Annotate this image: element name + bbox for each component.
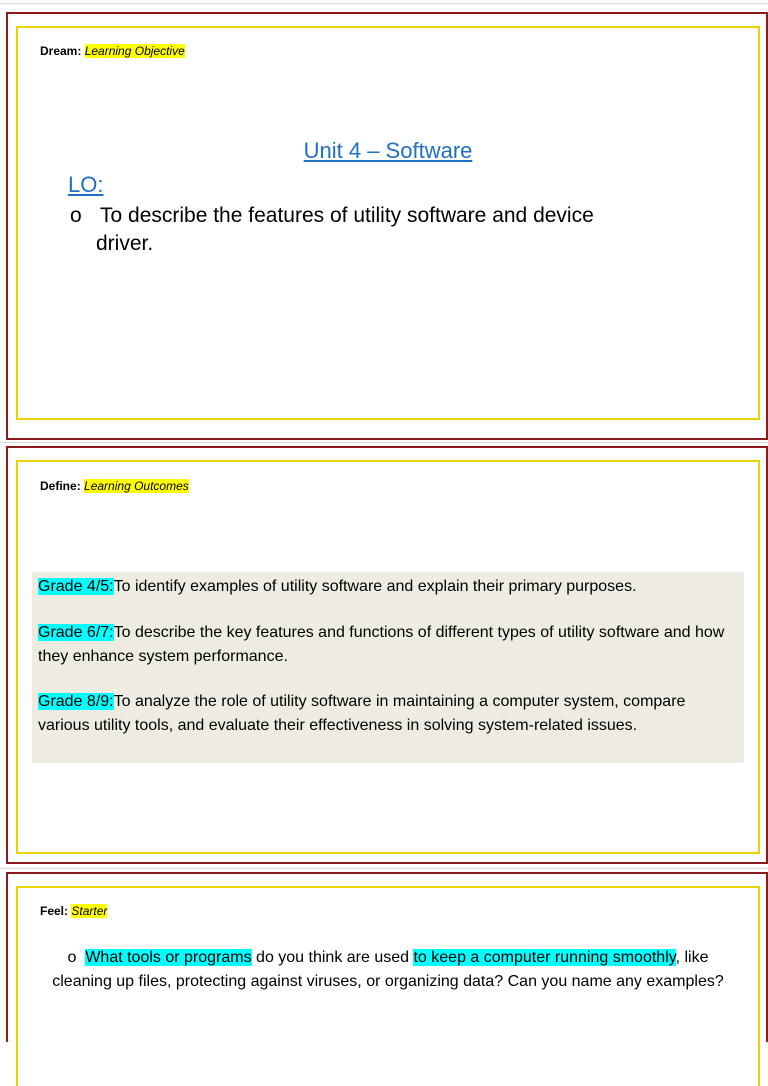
page-separator	[0, 868, 768, 869]
label-tag: Learning Outcomes	[84, 479, 189, 493]
lo-line-1: To describe the features of utility software and device	[100, 204, 594, 227]
outcome-text: To identify examples of utility software and explain their primary purposes.	[113, 578, 637, 595]
label-colon: :	[77, 44, 82, 58]
outcome-grade-4-5	[38, 575, 736, 599]
slide-content-frame	[16, 886, 760, 1086]
lo-text	[70, 202, 710, 258]
outcome-grade-8-9	[38, 690, 736, 738]
question-text-2: , like cleaning up files, protecting against viruses, or organizing data? Can you name any examples?	[52, 949, 724, 990]
slide-dream	[6, 12, 768, 440]
outcome-grade-6-7	[38, 621, 736, 669]
page-separator	[0, 442, 768, 443]
label-colon: :	[76, 479, 81, 493]
starter-question	[38, 946, 738, 994]
bullet-icon: o	[67, 949, 77, 966]
lo-line-2: driver.	[96, 232, 154, 255]
grade-label: Grade 4/5:	[38, 578, 114, 595]
slide-label	[40, 479, 189, 493]
unit-title-link[interactable]: Unit 4 – Software	[303, 138, 473, 163]
slide-feel	[6, 872, 768, 1042]
label-prefix: Dream	[40, 44, 78, 58]
lo-heading-link[interactable]: LO:	[68, 172, 104, 197]
slide-content-frame	[16, 26, 760, 420]
label-prefix: Define	[40, 479, 77, 493]
label-tag: Learning Objective	[84, 44, 185, 58]
bullet-icon: o	[70, 204, 82, 227]
question-highlight-2: to keep a computer running smoothly	[413, 949, 676, 966]
outcome-text: To describe the key features and functions of different types of utility software and how they enhance system performance.	[38, 624, 725, 665]
grade-label: Grade 8/9:	[38, 693, 114, 710]
outcome-text: To analyze the role of utility software in maintaining a computer system, compare various utility tools, and evaluate their effectiveness in solving system-related issues.	[38, 693, 686, 734]
outcomes-panel	[32, 572, 744, 763]
page-separator	[0, 3, 768, 4]
label-tag: Starter	[71, 904, 108, 918]
slide-label	[40, 904, 107, 918]
slide-content-frame	[16, 460, 760, 854]
question-highlight-1: What tools or programs	[85, 949, 252, 966]
label-colon: :	[64, 904, 69, 918]
slide-define	[6, 446, 768, 864]
slide-label	[40, 44, 185, 58]
question-text-1: do you think are used	[251, 949, 414, 966]
label-prefix: Feel	[40, 904, 65, 918]
grade-label: Grade 6/7:	[38, 624, 114, 641]
